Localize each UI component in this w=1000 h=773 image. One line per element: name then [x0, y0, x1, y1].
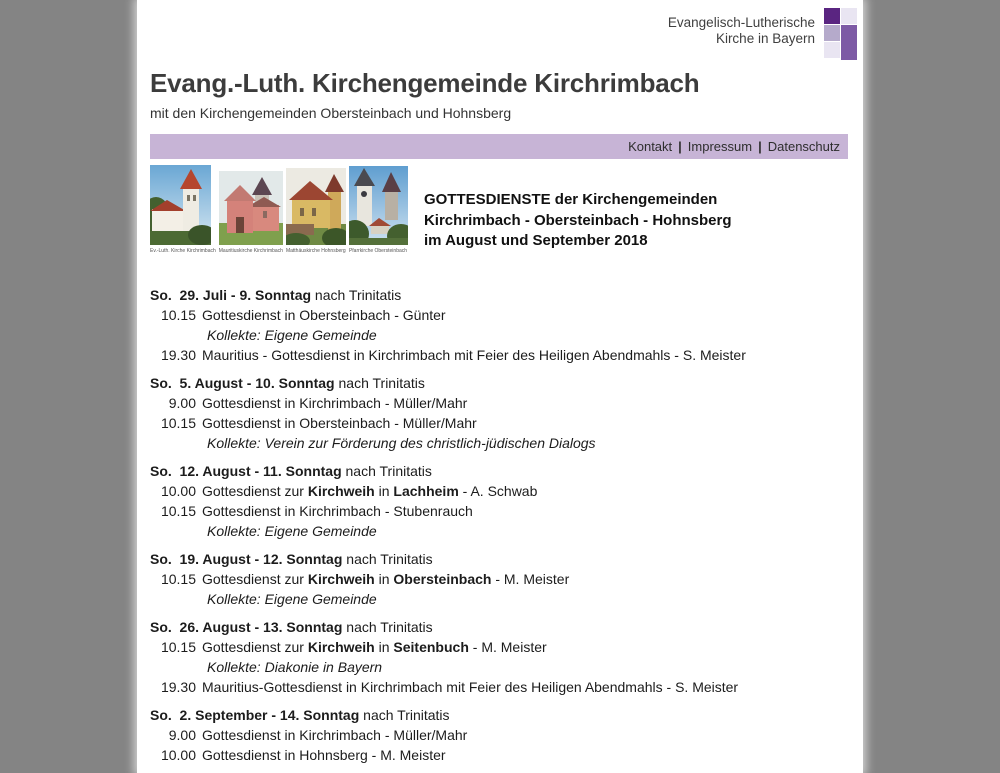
service-date-heading	[150, 461, 850, 481]
service-date-season: nach Trinitatis	[311, 287, 402, 303]
service-description	[202, 305, 446, 325]
service-day-block	[150, 549, 850, 609]
service-time: 10.15	[160, 415, 196, 431]
church-photo-4-image	[349, 166, 408, 245]
page-subtitle: mit den Kirchengemeinden Obersteinbach und Hohnsberg	[150, 105, 512, 121]
service-text-bold: Kirchweih	[307, 483, 375, 499]
service-time: 10.00	[160, 747, 196, 763]
service-text: in	[374, 571, 394, 587]
service-text-bold: Kirchweih	[307, 571, 375, 587]
kollekte-entry: Kollekte: Verein zur Förderung des christlich-jüdischen Dialogs	[207, 435, 596, 451]
service-date-season: nach Trinitatis	[359, 707, 450, 723]
service-day-block	[150, 705, 850, 765]
service-entry	[150, 481, 850, 501]
service-entry	[150, 637, 850, 657]
service-date-bold: So. 12. August - 11. Sonntag	[150, 463, 342, 479]
service-day-block	[150, 373, 850, 453]
logo-square-pale-bottom	[824, 42, 840, 58]
elkb-logo-icon	[824, 8, 858, 60]
service-date-bold: So. 5. August - 10. Sonntag	[150, 375, 335, 391]
service-day-block	[150, 461, 850, 541]
service-entry	[150, 393, 850, 413]
brand-header	[137, 0, 863, 62]
service-text: in	[374, 483, 394, 499]
service-description	[202, 501, 473, 521]
service-day-block	[150, 285, 850, 365]
service-time: 19.30	[160, 679, 196, 695]
service-text: Gottesdienst in Kirchrimbach - Müller/Mahr	[202, 395, 468, 411]
service-date-bold: So. 19. August - 12. Sonntag	[150, 551, 343, 567]
church-photo-1	[150, 165, 216, 255]
service-text-bold: Obersteinbach	[393, 571, 492, 587]
service-text: - M. Meister	[491, 571, 570, 587]
service-text: Gottesdienst in Obersteinbach - Günter	[202, 307, 446, 323]
intro-line-1: GOTTESDIENSTE der Kirchengemeinden	[423, 191, 718, 208]
logo-square-pale-top	[841, 8, 857, 24]
nav-link-impressum[interactable]: Impressum	[687, 139, 753, 154]
photo-and-intro-section	[150, 165, 850, 255]
service-description	[202, 413, 477, 433]
service-description	[202, 569, 569, 589]
service-text: - M. Meister	[468, 639, 547, 655]
intro-line-3: im August und September 2018	[423, 232, 648, 249]
service-description	[202, 677, 738, 697]
service-date-bold: So. 2. September - 14. Sonntag	[150, 707, 360, 723]
photo-caption-4: Pfarrkirche Obersteinbach	[348, 248, 408, 254]
service-entry	[150, 345, 850, 365]
intro-line-2: Kirchrimbach - Obersteinbach - Hohnsberg	[423, 211, 732, 229]
service-date-season: nach Trinitatis	[341, 463, 432, 479]
logo-square-dark	[824, 8, 840, 24]
service-date-heading	[150, 617, 850, 637]
service-text: Gottesdienst zur	[202, 483, 308, 499]
service-text: Mauritius - Gottesdienst in Kirchrimbach mit Feier des Heiligen Abendmahls - S. Meister	[202, 347, 746, 363]
brand-text	[668, 8, 815, 47]
service-time: 10.15	[160, 571, 196, 587]
service-text: Gottesdienst zur	[202, 571, 308, 587]
nav-separator: |	[678, 139, 682, 154]
service-date-heading	[150, 285, 850, 305]
kollekte-entry: Kollekte: Diakonie in Bayern	[207, 659, 383, 675]
service-text: - A. Schwab	[458, 483, 538, 499]
service-date-bold: So. 26. August - 13. Sonntag	[150, 619, 343, 635]
service-entry	[150, 677, 850, 697]
service-entry	[150, 305, 850, 325]
nav-link-kontakt[interactable]: Kontakt	[628, 139, 673, 154]
service-text: Gottesdienst zur	[202, 639, 308, 655]
kollekte-entry: Kollekte: Eigene Gemeinde	[207, 523, 377, 539]
service-date-heading	[150, 549, 850, 569]
service-text-bold: Lachheim	[393, 483, 459, 499]
church-photo-4	[349, 166, 408, 255]
service-text: Gottesdienst in Kirchrimbach - Stubenrauch	[202, 503, 473, 519]
services-list	[150, 285, 850, 765]
logo-bar-mid	[841, 25, 857, 60]
page-title: Evang.-Luth. Kirchengemeinde Kirchrimbach	[150, 68, 700, 98]
service-text: Gottesdienst in Hohnsberg - M. Meister	[202, 747, 446, 763]
service-text-bold: Seitenbuch	[393, 639, 469, 655]
service-text: Gottesdienst in Obersteinbach - Müller/Mahr	[202, 415, 477, 431]
kollekte-entry: Kollekte: Eigene Gemeinde	[207, 327, 377, 343]
church-photo-2	[219, 171, 283, 255]
service-date-season: nach Trinitatis	[342, 619, 433, 635]
brand-line-2: Kirche in Bayern	[715, 31, 815, 46]
service-time: 19.30	[160, 347, 196, 363]
service-time: 10.15	[160, 503, 196, 519]
service-entry	[150, 725, 850, 745]
photo-caption-1: Ev.-Luth. Kirche Kirchrimbach	[150, 248, 216, 254]
kollekte-entry: Kollekte: Eigene Gemeinde	[207, 591, 377, 607]
church-photo-2-image	[219, 171, 283, 245]
service-time: 10.00	[160, 483, 196, 499]
service-day-block	[150, 617, 850, 697]
services-intro-heading	[424, 165, 732, 255]
photo-caption-3: Matthäuskirche Hohnsberg	[285, 248, 346, 254]
service-time: 10.15	[160, 639, 196, 655]
church-photo-3-image	[286, 168, 346, 245]
logo-square-light	[824, 25, 840, 41]
service-date-heading	[150, 705, 850, 725]
service-description	[202, 481, 537, 501]
service-time: 10.15	[160, 307, 196, 323]
nav-separator: |	[758, 139, 762, 154]
service-date-season: nach Trinitatis	[342, 551, 433, 567]
nav-link-datenschutz[interactable]: Datenschutz	[767, 139, 840, 154]
church-photo-strip	[150, 165, 408, 255]
service-description	[202, 725, 467, 745]
service-text: in	[374, 639, 394, 655]
service-date-bold: So. 29. Juli - 9. Sonntag	[150, 287, 312, 303]
navbar	[150, 134, 848, 159]
brand-line-1: Evangelisch-Lutherische	[667, 15, 815, 30]
church-photo-1-image	[150, 165, 211, 245]
service-entry	[150, 413, 850, 433]
photo-caption-2: Mauritiuskirche Kirchrimbach	[218, 248, 283, 254]
service-date-season: nach Trinitatis	[334, 375, 425, 391]
service-time: 9.00	[168, 395, 196, 411]
content-column	[137, 0, 863, 773]
service-time: 9.00	[168, 727, 196, 743]
service-entry	[150, 501, 850, 521]
service-description	[202, 745, 446, 765]
service-entry	[150, 745, 850, 765]
service-text-bold: Kirchweih	[307, 639, 375, 655]
service-text: Mauritius-Gottesdienst in Kirchrimbach mit Feier des Heiligen Abendmahls - S. Meister	[202, 679, 739, 695]
service-description	[202, 345, 746, 365]
service-date-heading	[150, 373, 850, 393]
service-text: Gottesdienst in Kirchrimbach - Müller/Mahr	[202, 727, 468, 743]
service-description	[202, 393, 467, 413]
service-description	[202, 637, 547, 657]
church-photo-3	[286, 168, 346, 255]
service-entry	[150, 569, 850, 589]
